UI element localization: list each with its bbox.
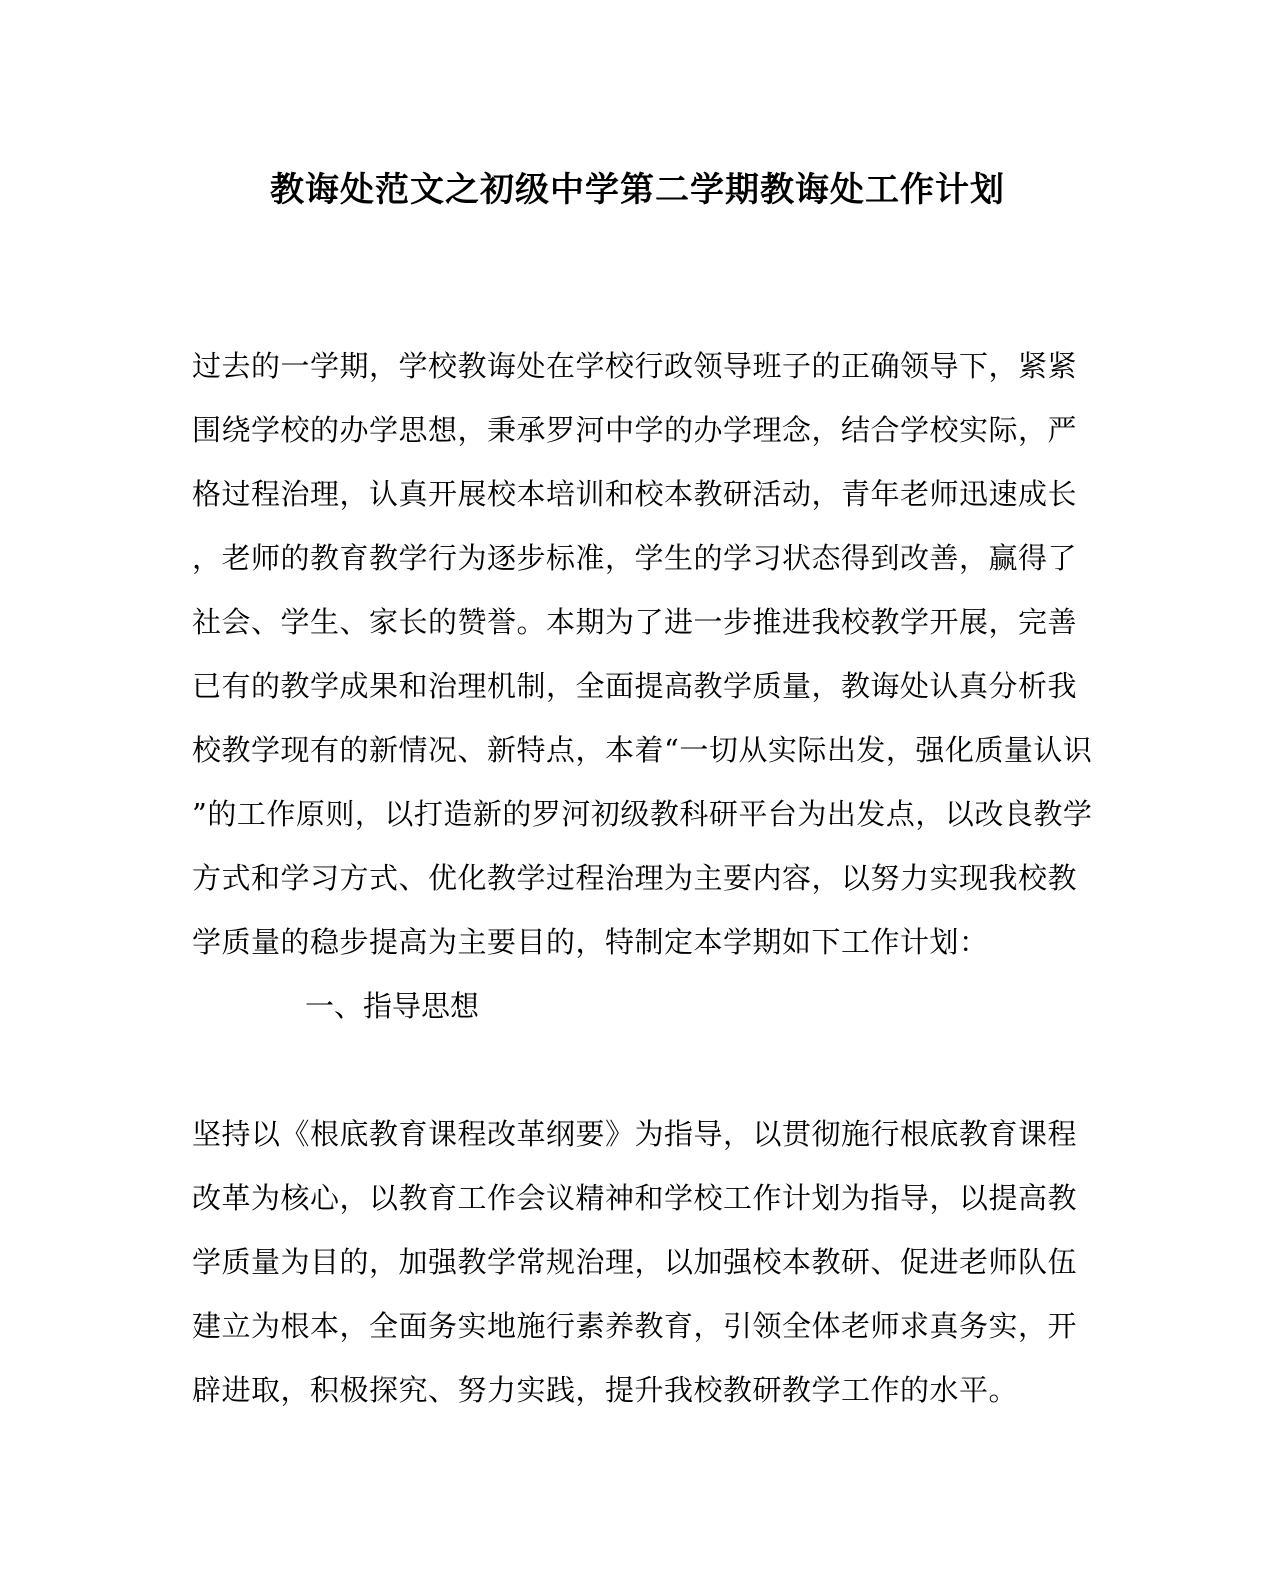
intro-line: 已有的教学成果和治理机制，全面提高教学质量，教诲处认真分析我 [192,669,1078,703]
section-line: 坚持以《根底教育课程改革纲要》为指导，以贯彻施行根底教育课程 [192,1117,1078,1151]
section-heading: 一、指导思想 [305,989,480,1023]
intro-line: 围绕学校的办学思想，秉承罗河中学的办学理念，结合学校实际，严 [192,413,1078,447]
intro-line: 方式和学习方式、优化教学过程治理为主要内容，以努力实现我校教 [192,861,1078,895]
section-line: 辟进取，积极探究、努力实践，提升我校教研教学工作的水平。 [192,1373,1019,1407]
section-line: 学质量为目的，加强教学常规治理，以加强校本教研、促进老师队伍 [192,1245,1078,1279]
intro-line: 格过程治理，认真开展校本培训和校本教研活动，青年老师迅速成长 [192,477,1078,511]
intro-line: ，老师的教育教学行为逐步标准，学生的学习状态得到改善，赢得了 [192,541,1078,575]
intro-line: 社会、学生、家长的赞誉。本期为了进一步推进我校教学开展，完善 [192,605,1078,639]
intro-line: 学质量的稳步提高为主要目的，特制定本学期如下工作计划： [192,925,989,959]
document-title: 教诲处范文之初级中学第二学期教诲处工作计划 [270,170,1005,210]
section-line: 建立为根本，全面务实地施行素养教育，引领全体老师求真务实，开 [192,1309,1078,1343]
intro-line: 过去的一学期，学校教诲处在学校行政领导班子的正确领导下，紧紧 [192,349,1078,383]
section-line: 改革为核心，以教育工作会议精神和学校工作计划为指导，以提高教 [192,1181,1078,1215]
intro-line: 校教学现有的新情况、新特点，本着“一切从实际出发，强化质量认识 [192,733,1093,767]
intro-line: ”的工作原则，以打造新的罗河初级教科研平台为出发点，以改良教学 [192,797,1093,831]
